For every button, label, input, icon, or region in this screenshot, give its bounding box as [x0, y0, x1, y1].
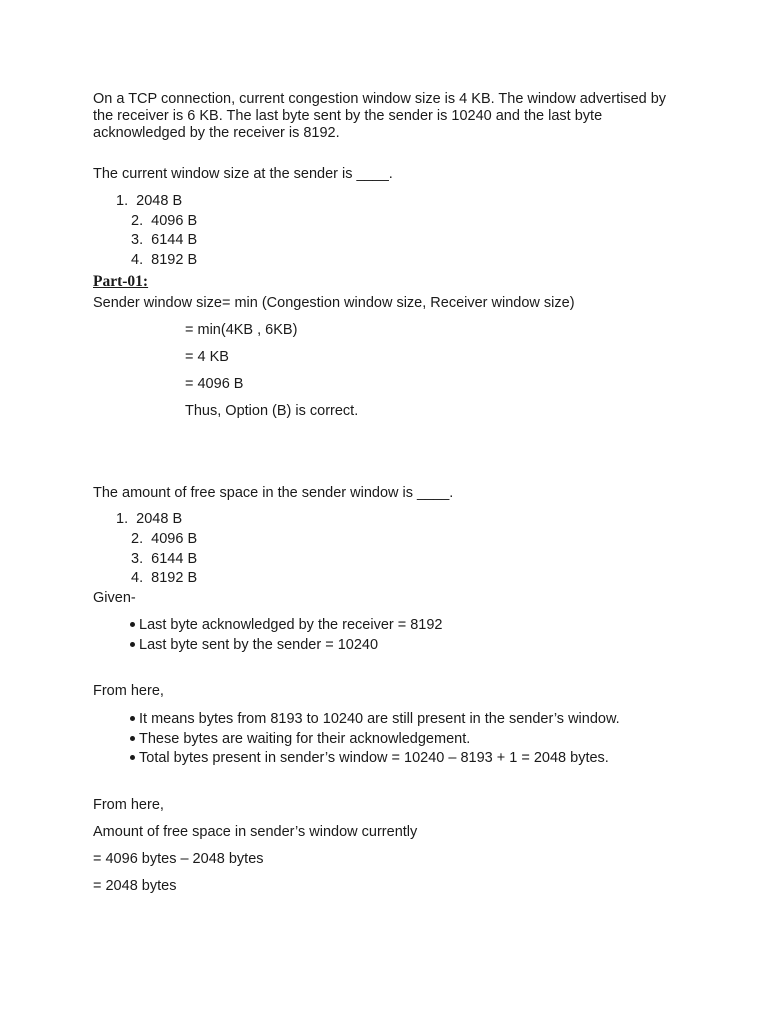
q1-option-4-number: 4. — [131, 252, 144, 268]
q1-option-3-number: 3. — [131, 232, 144, 248]
question-1: The current window size at the sender is ____. — [93, 166, 393, 182]
bullet-icon — [130, 755, 135, 760]
q1-option-4 — [131, 252, 197, 269]
q2-option-3-text: 6144 B — [151, 551, 198, 567]
bullet-icon — [130, 642, 135, 647]
given-bullet-1 — [130, 617, 443, 634]
part-01-heading: Part-01: — [93, 273, 149, 290]
explanation-bullet-2 — [130, 731, 470, 748]
q1-option-3-text: 6144 B — [151, 232, 198, 248]
given-bullet-2-text: Last byte sent by the sender = 10240 — [139, 637, 379, 653]
given-bullet-2 — [130, 637, 378, 654]
explanation-bullet-3-text: Total bytes present in sender’s window = 10240 – 8193 + 1 = 2048 bytes. — [139, 750, 609, 766]
from-here-label-1: From here, — [93, 683, 164, 699]
q2-option-3 — [131, 551, 197, 568]
q2-option-1-number: 1. — [116, 511, 129, 527]
from-here-label-2: From here, — [93, 797, 164, 813]
explanation-bullet-3 — [130, 750, 609, 767]
q1-option-4-text: 8192 B — [151, 252, 198, 268]
step-4kb: = 4 KB — [185, 349, 229, 365]
q2-option-2-number: 2. — [131, 531, 144, 547]
sender-window-formula: Sender window size= min (Congestion window size, Receiver window size) — [93, 295, 575, 311]
q2-option-4 — [131, 570, 197, 587]
step-4096b: = 4096 B — [185, 376, 244, 392]
given-bullet-1-text: Last byte acknowledged by the receiver = 8192 — [139, 617, 443, 633]
intro-paragraph: On a TCP connection, current congestion window size is 4 KB. The window advertised by the receiver is 6 KB. The last byte sent by the sender is 10240 and the last byte acknowledged by the receiver is 8192. — [93, 91, 667, 141]
question-2: The amount of free space in the sender window is ____. — [93, 485, 454, 501]
step-min: = min(4KB , 6KB) — [185, 322, 298, 338]
explanation-bullet-2-text: These bytes are waiting for their acknowledgement. — [139, 731, 471, 747]
q2-option-4-number: 4. — [131, 570, 144, 586]
q1-option-2 — [131, 213, 197, 230]
bullet-icon — [130, 736, 135, 741]
q1-option-2-number: 2. — [131, 213, 144, 229]
bullet-icon — [130, 622, 135, 627]
q2-option-4-text: 8192 B — [151, 570, 198, 586]
q2-option-2 — [131, 531, 197, 548]
q1-option-3 — [131, 232, 197, 249]
q1-option-2-text: 4096 B — [151, 213, 198, 229]
q2-option-3-number: 3. — [131, 551, 144, 567]
q2-option-1 — [116, 511, 182, 528]
given-label: Given- — [93, 590, 136, 606]
bullet-icon — [130, 716, 135, 721]
explanation-bullet-1 — [130, 711, 620, 728]
q1-option-1 — [116, 193, 182, 210]
q1-option-1-number: 1. — [116, 193, 129, 209]
q2-option-2-text: 4096 B — [151, 531, 198, 547]
free-space-calculation: = 4096 bytes – 2048 bytes — [93, 851, 264, 867]
q2-option-1-text: 2048 B — [136, 511, 183, 527]
conclusion-option-b: Thus, Option (B) is correct. — [185, 403, 359, 419]
free-space-result: = 2048 bytes — [93, 878, 177, 894]
q1-option-1-text: 2048 B — [136, 193, 183, 209]
free-space-statement: Amount of free space in sender’s window currently — [93, 824, 418, 840]
explanation-bullet-1-text: It means bytes from 8193 to 10240 are still present in the sender’s window. — [139, 711, 620, 727]
